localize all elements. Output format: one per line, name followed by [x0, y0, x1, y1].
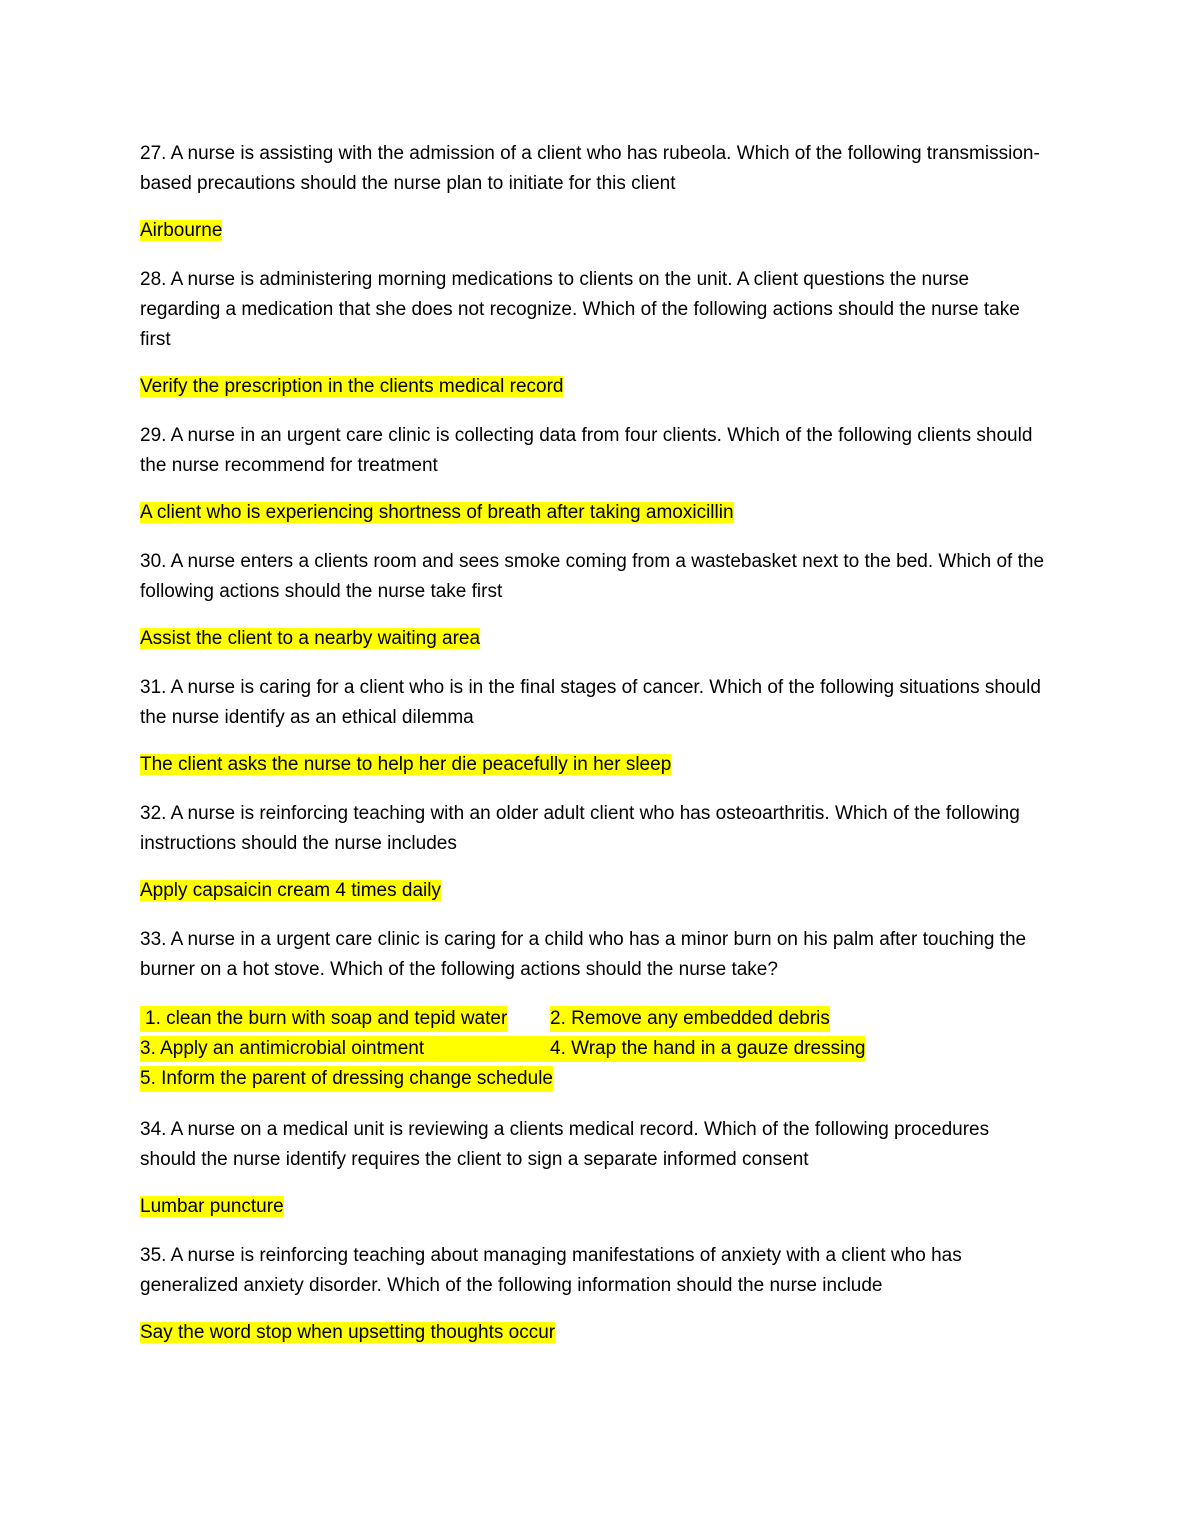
question-30: 30. A nurse enters a clients room and sees smoke coming from a wastebasket next to the bed. Which of the following actions should the nurse take first: [140, 551, 1045, 602]
answer-27: [140, 218, 1050, 244]
answer-33-steps: [140, 1004, 1050, 1094]
answer-27-highlight: Airbourne: [140, 220, 223, 241]
question-27: 27. A nurse is assisting with the admission of a client who has rubeola. Which of the following transmission-based precautions should the nurse plan to initiate for this client: [140, 143, 1040, 194]
answer-35: [140, 1320, 1050, 1346]
question-35: 35. A nurse is reinforcing teaching about managing manifestations of anxiety with a client who has generalized anxiety disorder. Which of the following information should the nurse include: [140, 1245, 962, 1296]
answer-31-highlight: The client asks the nurse to help her die peacefully in her sleep: [140, 754, 672, 775]
question-33: 33. A nurse in a urgent care clinic is caring for a child who has a minor burn on his palm after touching the burner on a hot stove. Which of the following actions should the nurse take?: [140, 929, 1027, 980]
answer-32: [140, 878, 1050, 904]
answer-28-highlight: Verify the prescription in the clients medical record: [140, 376, 564, 397]
answer-30: [140, 626, 1050, 652]
answer-31: [140, 752, 1050, 778]
answer-33-step-1: 1. clean the burn with soap and tepid water: [140, 1006, 507, 1032]
answer-32-highlight: Apply capsaicin cream 4 times daily: [140, 880, 441, 901]
answer-33-step-5: 5. Inform the parent of dressing change schedule: [140, 1066, 553, 1092]
answer-35-highlight: Say the word stop when upsetting thoughts occur: [140, 1322, 556, 1343]
answer-29-highlight: A client who is experiencing shortness of breath after taking amoxicillin: [140, 502, 734, 523]
answer-34: [140, 1194, 1050, 1220]
question-34: 34. A nurse on a medical unit is reviewing a clients medical record. Which of the following procedures should the nurse identify requires the client to sign a separate informed consent: [140, 1119, 990, 1170]
answer-28: [140, 374, 1050, 400]
answer-33-step-3: 3. Apply an antimicrobial ointment: [140, 1036, 550, 1062]
answer-34-highlight: Lumbar puncture: [140, 1196, 284, 1217]
answer-33-line-2: [140, 1034, 1050, 1064]
document-page: [140, 139, 1050, 1367]
answer-30-highlight: Assist the client to a nearby waiting area: [140, 628, 481, 649]
answer-33-line-1: [140, 1004, 1050, 1034]
question-28: 28. A nurse is administering morning medications to clients on the unit. A client questions the nurse regarding a medication that she does not recognize. Which of the following actions should the nurse take first: [140, 269, 1020, 350]
answer-33-step-4: 4. Wrap the hand in a gauze dressing: [550, 1036, 865, 1062]
answer-33-step-2: 2. Remove any embedded debris: [550, 1006, 830, 1032]
answer-33-line-3: [140, 1064, 1050, 1094]
question-29: 29. A nurse in an urgent care clinic is collecting data from four clients. Which of the following clients should the nurse recommend for treatment: [140, 425, 1033, 476]
question-31: 31. A nurse is caring for a client who is in the final stages of cancer. Which of the following situations should the nurse identify as an ethical dilemma: [140, 677, 1041, 728]
answer-29: [140, 500, 1050, 526]
question-32: 32. A nurse is reinforcing teaching with an older adult client who has osteoarthritis. Which of the following instructions should the nurse includes: [140, 803, 1020, 854]
